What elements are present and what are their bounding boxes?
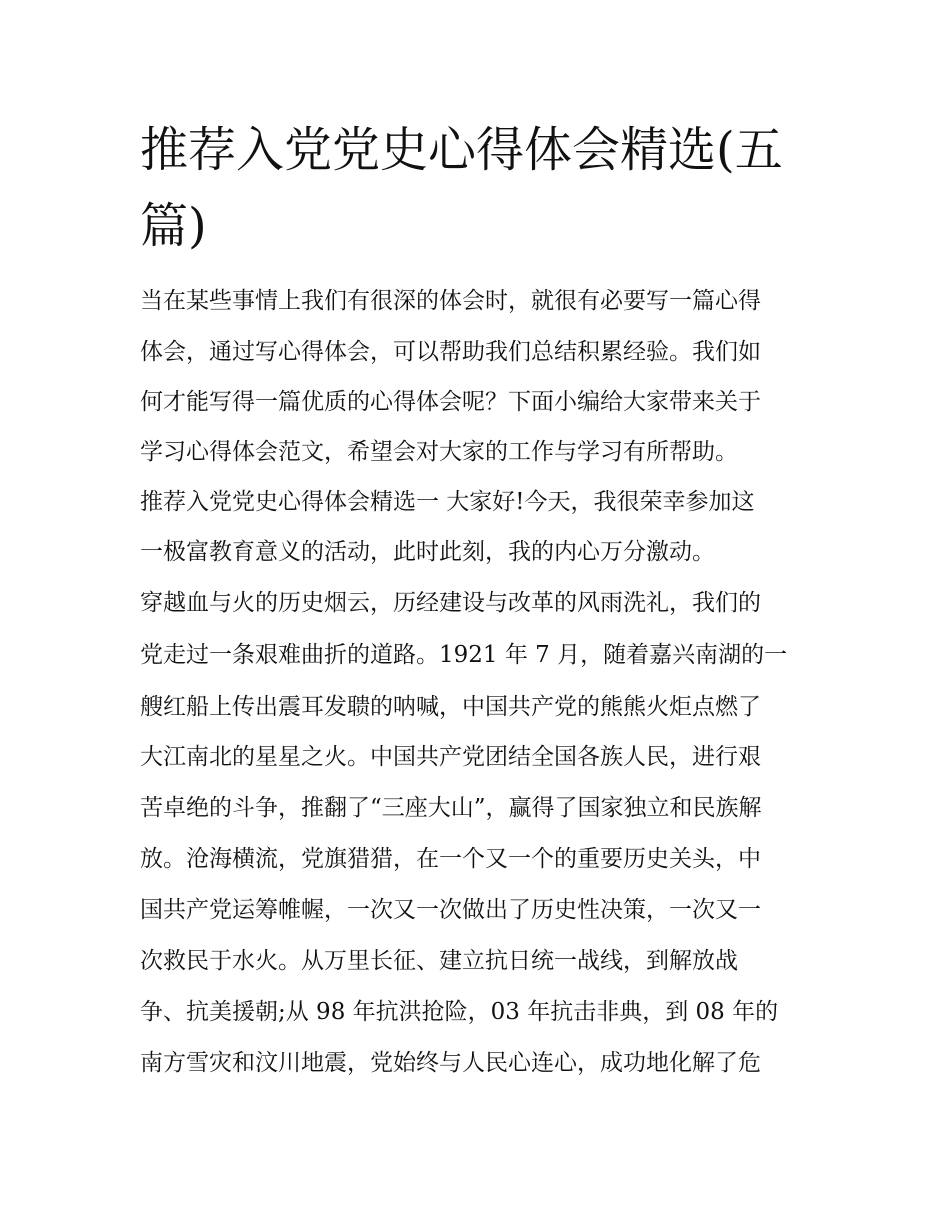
body-line: 大江南北的星星之火。中国共产党团结全国各族人民，进行艰: [140, 744, 761, 770]
body-line: 当在某些事情上我们有很深的体会时，就很有必要写一篇心得: [140, 288, 761, 314]
body-line: 推荐入党党史心得体会精选一 大家好!今天，我很荣幸参加这: [140, 489, 755, 515]
body-line: 学习心得体会范文，希望会对大家的工作与学习有所帮助。: [140, 439, 738, 465]
body-line: 苦卓绝的斗争，推翻了“三座大山”，赢得了国家独立和民族解: [140, 795, 762, 821]
body-line: 争、抗美援朝;从 98 年抗洪抢险，03 年抗击非典，到 08 年的: [140, 999, 779, 1025]
body-line: 何才能写得一篇优质的心得体会呢？下面小编给大家带来关于: [140, 389, 761, 415]
body-line: 艘红船上传出震耳发聩的呐喊，中国共产党的熊熊火炬点燃了: [140, 694, 761, 720]
document-title: 推荐入党党史心得体会精选(五篇): [140, 122, 783, 254]
body-line: 放。沧海横流，党旗猎猎，在一个又一个的重要历史关头，中: [140, 846, 761, 872]
body-line: 穿越血与火的历史烟云，历经建设与改革的风雨洗礼，我们的: [140, 590, 761, 616]
body-line: 国共产党运筹帷幄，一次又一次做出了历史性决策，一次又一: [140, 897, 761, 923]
body-line: 一极富教育意义的活动，此时此刻，我的内心万分激动。: [140, 539, 715, 565]
body-line: 党走过一条艰难曲折的道路。1921 年 7 月，随着嘉兴南湖的一: [140, 642, 788, 668]
body-line: 南方雪灾和汶川地震，党始终与人民心连心，成功地化解了危: [140, 1050, 761, 1076]
body-line: 体会，通过写心得体会，可以帮助我们总结积累经验。我们如: [140, 339, 761, 365]
body-line: 次救民于水火。从万里长征、建立抗日统一战线，到解放战: [140, 948, 738, 974]
